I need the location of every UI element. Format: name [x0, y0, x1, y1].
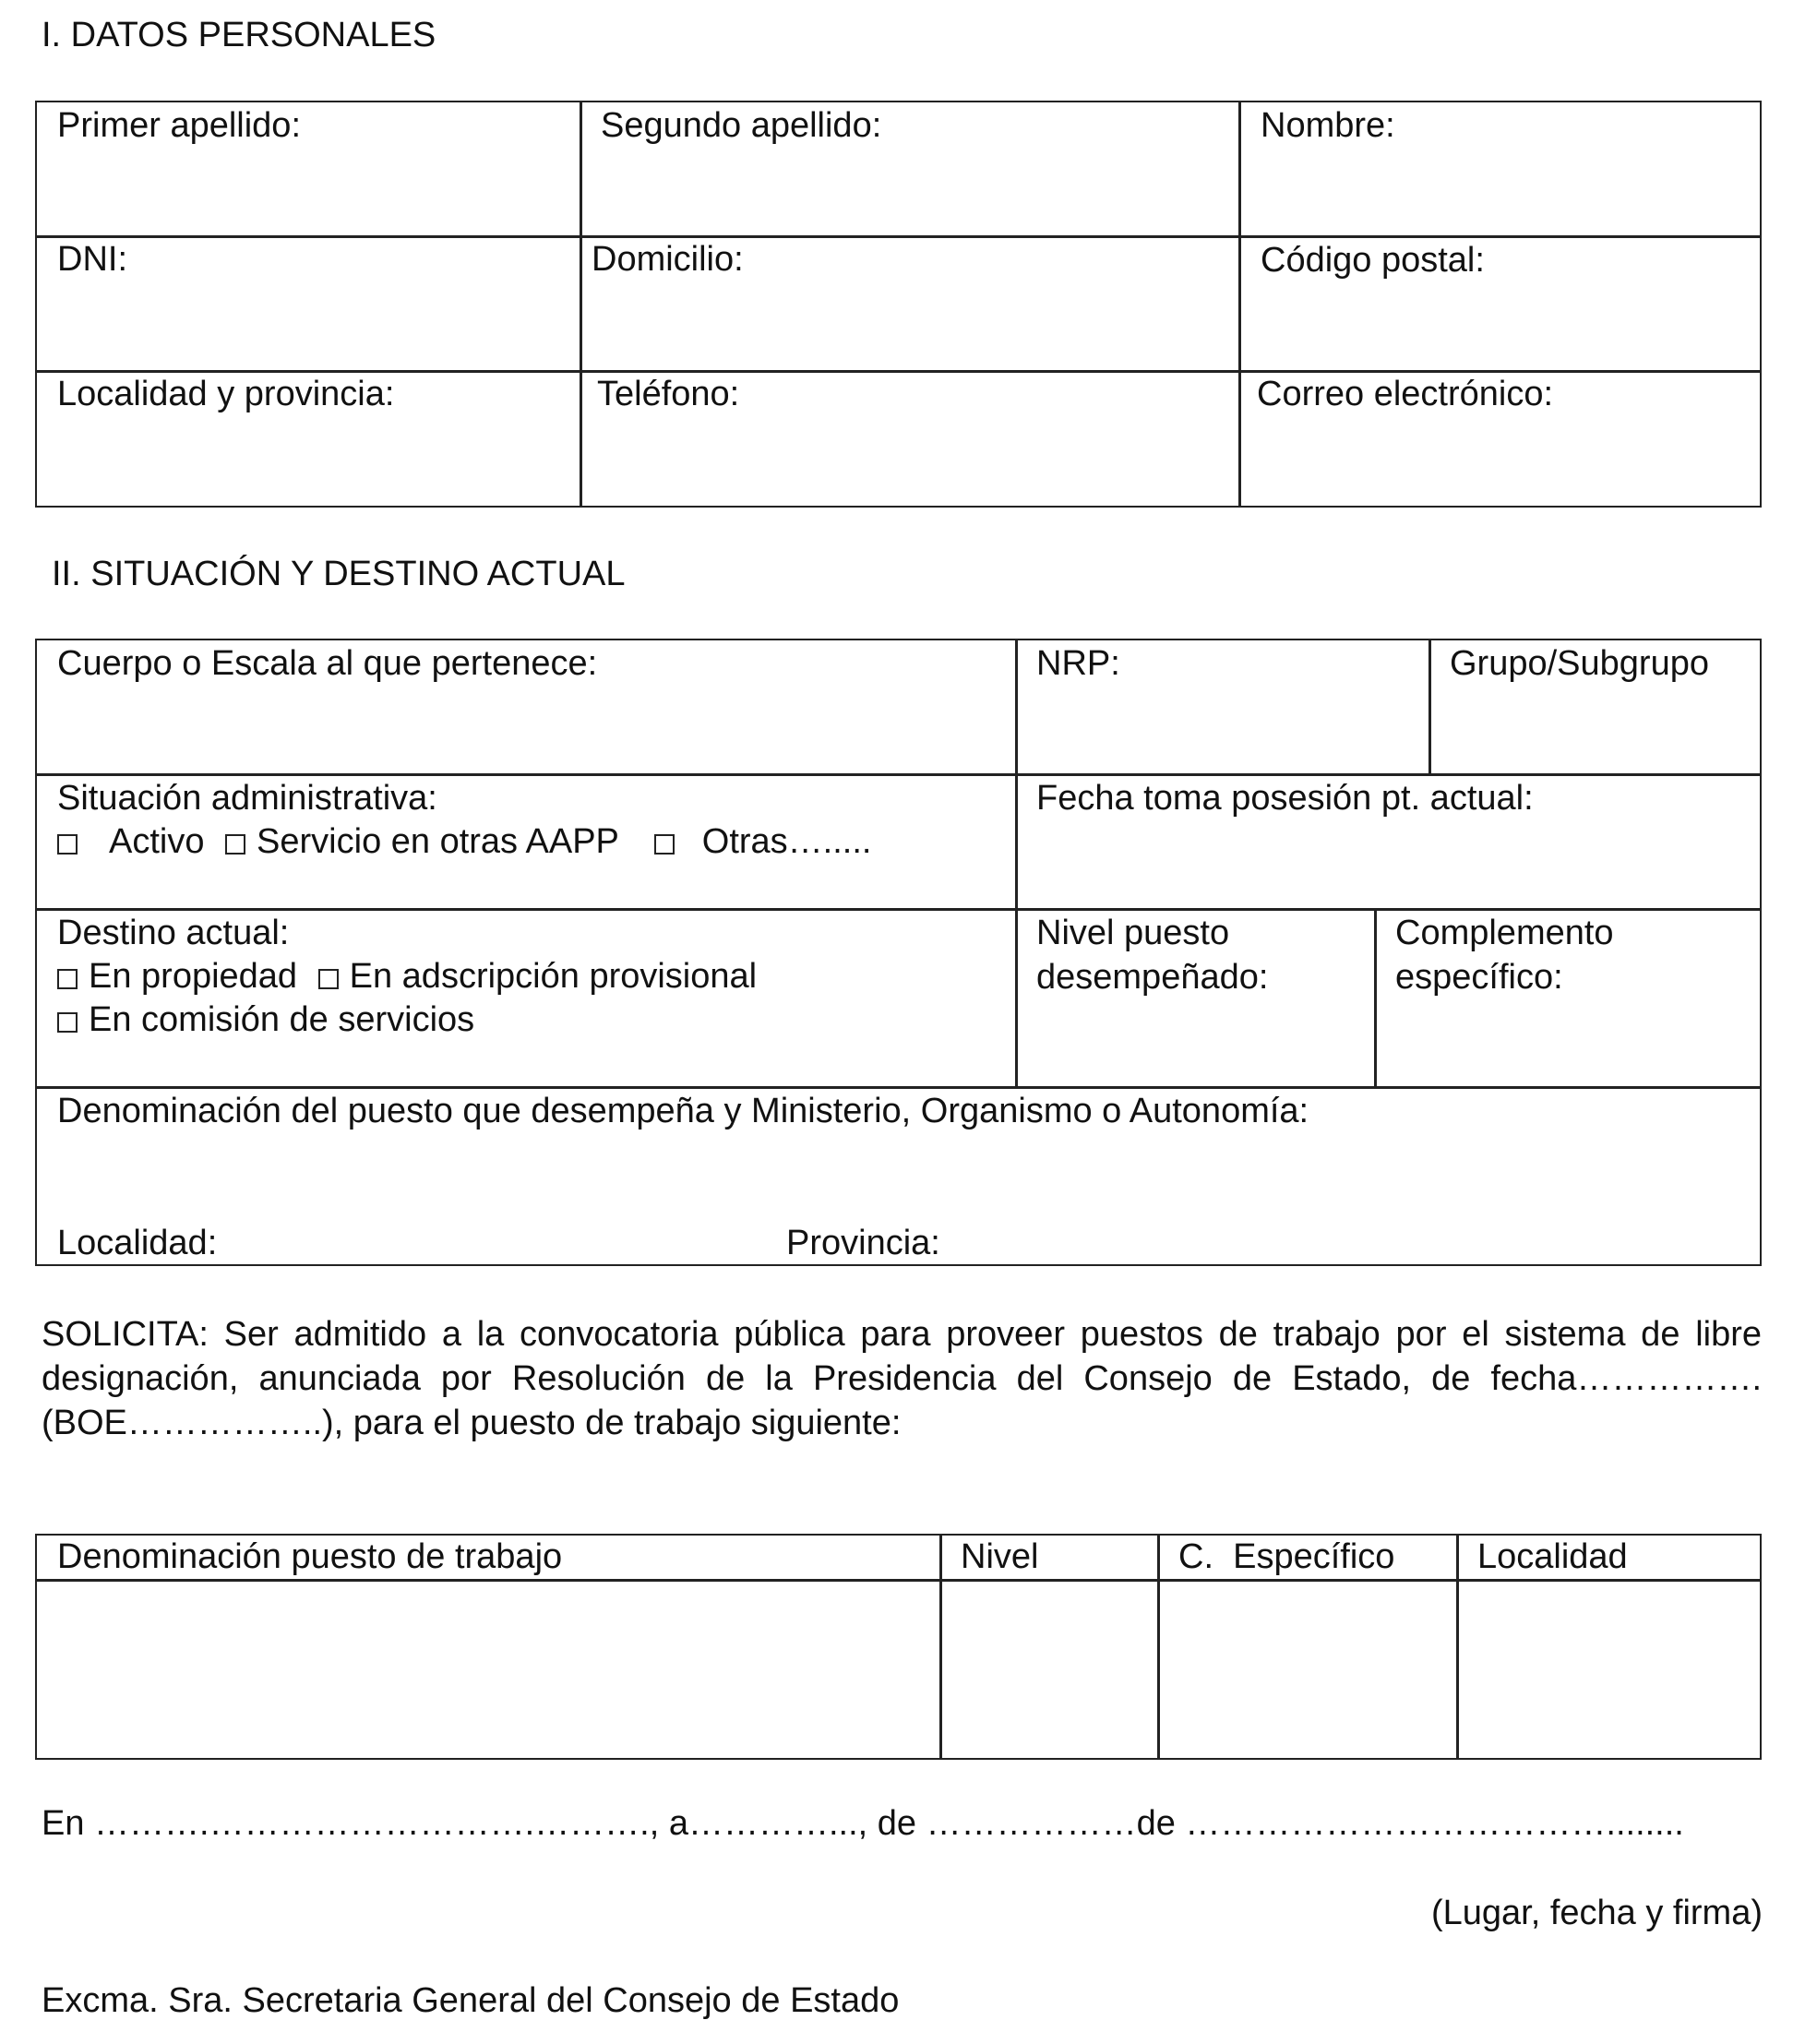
- complemento-label-line-1: Complemento: [1395, 914, 1614, 952]
- activo-checkbox[interactable]: [57, 834, 78, 855]
- dni-field[interactable]: DNI:: [57, 240, 127, 279]
- codigo-postal-field[interactable]: Código postal:: [1261, 241, 1485, 280]
- table-col-divider: [1374, 908, 1377, 1087]
- cell-localidad-input[interactable]: [1459, 1582, 1760, 1758]
- section-1-title: I. DATOS PERSONALES: [42, 16, 436, 54]
- destino-actual-label: Destino actual:: [57, 914, 290, 952]
- header-localidad: Localidad: [1477, 1537, 1628, 1576]
- lugar-fecha-line[interactable]: En ……….……………………….………., a…………..., de ………………de ………………………………........: [42, 1804, 1684, 1843]
- table-col-divider: [1428, 639, 1431, 774]
- fecha-toma-posesion-field[interactable]: Fecha toma posesión pt. actual:: [1036, 779, 1534, 818]
- nivel-puesto-label-line-2: desempeñado:: [1036, 957, 1269, 997]
- otras-label: Otras….....: [701, 822, 872, 861]
- domicilio-field[interactable]: Domicilio:: [592, 240, 744, 279]
- provincia-field[interactable]: Provincia:: [786, 1224, 940, 1262]
- localidad-field[interactable]: Localidad:: [57, 1224, 218, 1262]
- table-row-divider: [35, 1086, 1762, 1089]
- table-col-divider: [580, 101, 582, 508]
- table-col-divider: [1238, 101, 1241, 508]
- nivel-puesto-label-line-1: Nivel puesto: [1036, 914, 1230, 952]
- activo-label: Activo: [109, 822, 205, 861]
- header-denominacion: Denominación puesto de trabajo: [57, 1537, 563, 1576]
- comision-servicios-label: En comisión de servicios: [89, 1000, 475, 1039]
- complemento-especifico-field[interactable]: [1395, 912, 1614, 999]
- grupo-subgrupo-field[interactable]: Grupo/Subgrupo: [1450, 644, 1709, 683]
- en-propiedad-label: En propiedad: [89, 957, 298, 996]
- otras-checkbox[interactable]: [654, 834, 675, 855]
- table-col-divider: [1015, 639, 1018, 1087]
- cell-denominacion-input[interactable]: [37, 1582, 938, 1758]
- complemento-label-line-2: específico:: [1395, 957, 1563, 997]
- cell-c-especifico-input[interactable]: [1160, 1582, 1454, 1758]
- correo-field[interactable]: Correo electrónico:: [1257, 375, 1554, 413]
- table-row-divider: [35, 908, 1762, 911]
- otras-aapp-checkbox[interactable]: [225, 834, 245, 855]
- primer-apellido-field[interactable]: Primer apellido:: [57, 106, 301, 145]
- situacion-administrativa-label: Situación administrativa:: [57, 779, 437, 818]
- table-row-divider: [35, 235, 1762, 238]
- nombre-field[interactable]: Nombre:: [1261, 106, 1395, 145]
- table-row-divider: [35, 773, 1762, 776]
- section-2-title: II. SITUACIÓN Y DESTINO ACTUAL: [52, 555, 626, 593]
- situacion-options: [57, 820, 871, 865]
- firma-caption: (Lugar, fecha y firma): [1430, 1894, 1763, 1932]
- destino-options-row-2: [57, 998, 474, 1043]
- en-propiedad-checkbox[interactable]: [57, 969, 78, 989]
- segundo-apellido-field[interactable]: Segundo apellido:: [601, 106, 882, 145]
- cell-nivel-input[interactable]: [942, 1582, 1155, 1758]
- denominacion-puesto-actual-field[interactable]: Denominación del puesto que desempeña y Ministerio, Organismo o Autonomía:: [57, 1092, 1309, 1130]
- destinatario: Excma. Sra. Secretaria General del Consejo de Estado: [42, 1981, 900, 2020]
- personal-data-table: [35, 101, 1762, 508]
- nivel-puesto-field[interactable]: [1036, 912, 1268, 999]
- cuerpo-escala-field[interactable]: Cuerpo o Escala al que pertenece:: [57, 644, 598, 683]
- otras-aapp-label: Servicio en otras AAPP: [257, 822, 619, 861]
- telefono-field[interactable]: Teléfono:: [597, 375, 740, 413]
- header-nivel: Nivel: [961, 1537, 1039, 1576]
- adscripcion-provisional-label: En adscripción provisional: [349, 957, 758, 996]
- adscripcion-provisional-checkbox[interactable]: [318, 969, 339, 989]
- solicita-paragraph: SOLICITA: Ser admitido a la convocatoria pública para proveer puestos de trabajo por el sistema de libre designación, anunciada por Resolución de la Presidencia del Consejo de Estado, de fecha……………. (BOE……………..), para el puesto de trabajo siguiente:: [42, 1315, 1762, 1442]
- comision-servicios-checkbox[interactable]: [57, 1012, 78, 1033]
- nrp-field[interactable]: NRP:: [1036, 644, 1120, 683]
- destino-options-row-1: [57, 955, 757, 999]
- header-c-especifico: C. Específico: [1178, 1537, 1395, 1576]
- localidad-provincia-field[interactable]: Localidad y provincia:: [57, 375, 395, 413]
